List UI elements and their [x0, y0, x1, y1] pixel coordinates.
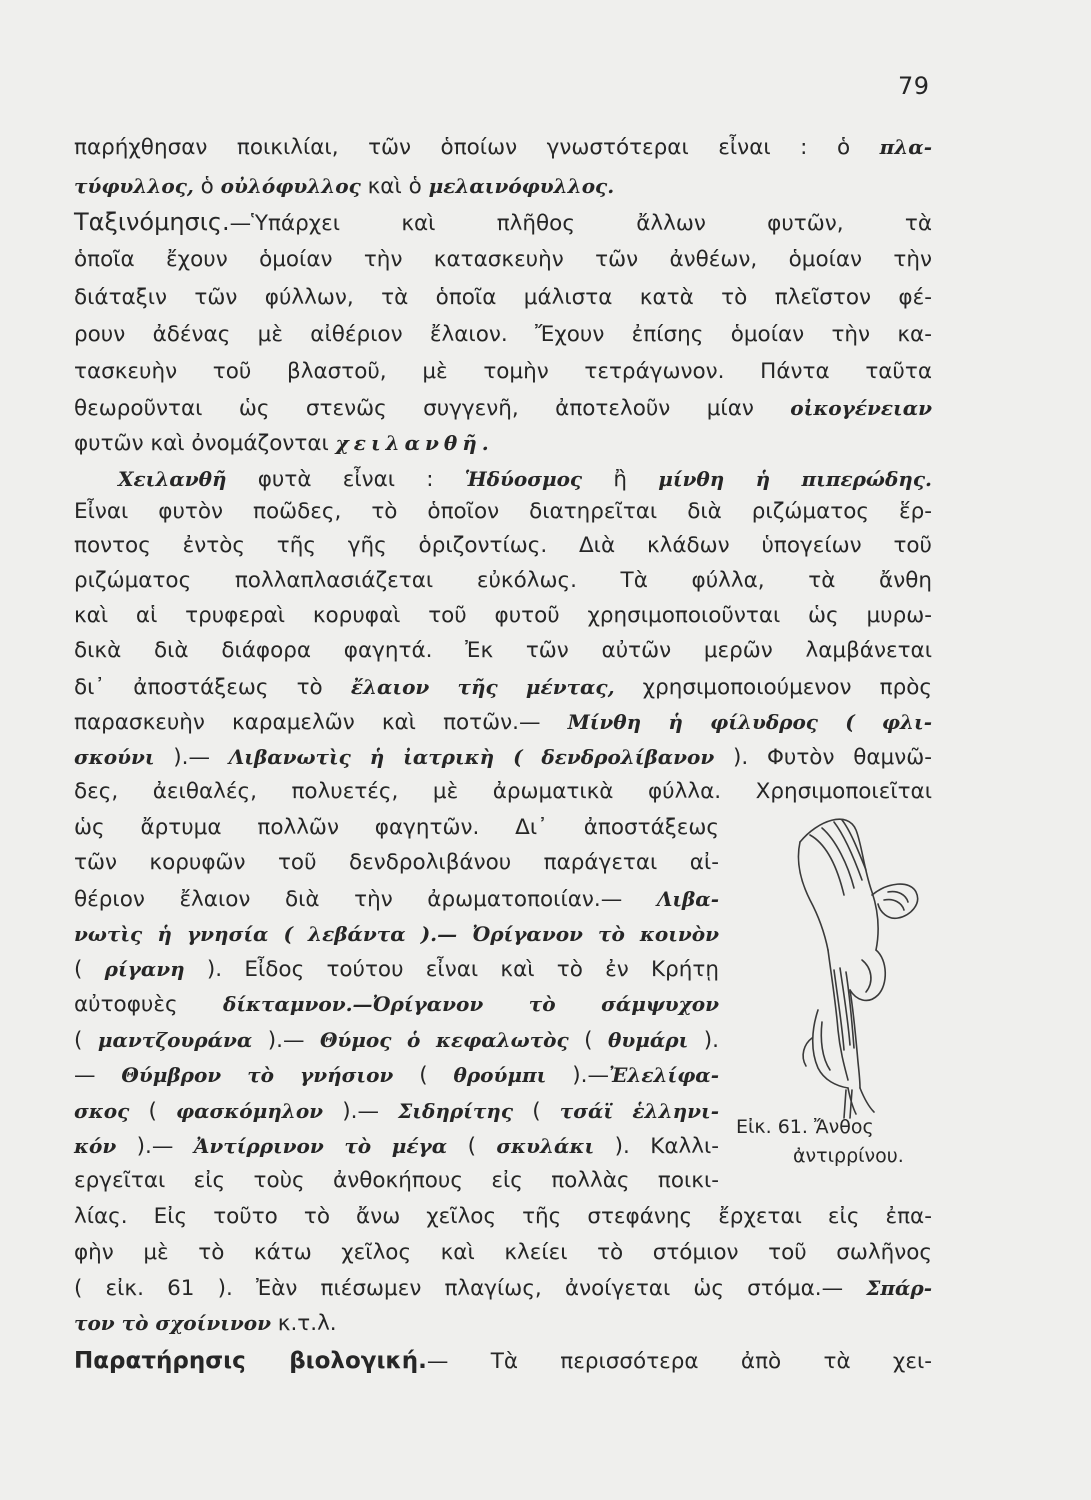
text-line: φὴν μὲ τὸ κάτω χεῖλος καὶ κλείει τὸ στόμιον τοῦ σωλῆνος	[74, 1240, 932, 1265]
text-line: ρουν ἀδένας μὲ αἰθέριον ἔλαιον. Ἔχουν ἐπίσης ὁμοίαν τὴν κα-	[74, 322, 932, 347]
text-line: δι᾽ ἀποστάξεως τὸ ἔλαιον τῆς μέντας, χρησιμοποιούμενον πρὸς	[74, 675, 933, 700]
text-line: δες, ἀειθαλές, πολυετές, μὲ ἀρωματικὰ φύλλα. Χρησιμοποιεῖται	[74, 779, 932, 804]
text-line: λίας. Εἰς τοῦτο τὸ ἄνω χεῖλος τῆς στεφάνης ἔρχεται εἰς ἐπα-	[74, 1204, 932, 1229]
text-line: ριζώματος πολλαπλασιάζεται εὐκόλως. Τὰ φύλλα, τὰ ἄνθη	[74, 568, 932, 593]
text-line: εργεῖται εἰς τοὺς ἀνθοκήπους εἰς πολλὰς ποικι-	[74, 1168, 719, 1193]
section-heading: Ταξινόμησις.	[74, 208, 230, 236]
text-line: νωτὶς ἡ γνησία ( λεβάντα ).— Ὀρίγανον τὸ κοινὸν	[74, 922, 719, 946]
snapdragon-flower-illustration	[738, 800, 938, 1120]
text-line: παρασκευὴν καραμελῶν καὶ ποτῶν.— Μίνθη ἡ φίλυδρος ( φλι-	[74, 710, 932, 735]
text-line: καὶ αἱ τρυφεραὶ κορυφαὶ τοῦ φυτοῦ χρησιμοποιοῦνται ὡς μυρω-	[74, 603, 932, 628]
text-line: ποντος ἐντὸς τῆς γῆς ὁριζοντίως. Διὰ κλάδων ὑπογείων τοῦ	[74, 533, 932, 558]
text-line: κόν ).— Ἀντίρρινον τὸ μέγα ( σκυλάκι ). Καλλι-	[74, 1134, 720, 1159]
text-line: διάταξιν τῶν φύλλων, τὰ ὁποῖα μάλιστα κατὰ τὸ πλεῖστον φέ-	[74, 285, 932, 310]
text-line: ὡς ἄρτυμα πολλῶν φαγητῶν. Δι᾽ ἀποστάξεως	[74, 815, 719, 840]
text-line: ( μαντζουράνα ).— Θύμος ὁ κεφαλωτὸς ( θυμάρι ).	[74, 1028, 719, 1053]
text-line: τον τὸ σχοίνινον κ.τ.λ.	[74, 1311, 337, 1336]
text-line: Παρατήρησις βιολογική.— Τὰ περισσότερα ἀπὸ τὰ χει-	[74, 1348, 933, 1374]
text-line: σκούνι ).— Λιβανωτὶς ἡ ἰατρικὴ ( δενδρολίβανον ). Φυτὸν θαμνῶ-	[74, 745, 932, 770]
text-line: αὐτοφυὲς δίκταμνον.—Ὀρίγανον τὸ σάμψυχον	[74, 992, 719, 1017]
text-line: θέριον ἔλαιον διὰ τὴν ἀρωματοποιίαν.— Λιβα-	[74, 887, 719, 912]
text-line: παρήχθησαν ποικιλίαι, τῶν ὁποίων γνωστότεραι εἶναι : ὁ πλα-	[74, 135, 932, 160]
text-line: ὁποῖα ἔχουν ὁμοίαν τὴν κατασκευὴν τῶν ἀνθέων, ὁμοίαν τὴν	[74, 247, 932, 272]
text-line: τασκευὴν τοῦ βλαστοῦ, μὲ τομὴν τετράγωνον. Πάντα ταῦτα	[74, 359, 932, 384]
text-line: Εἶναι φυτὸν ποῶδες, τὸ ὁποῖον διατηρεῖται διὰ ριζώματος ἕρ-	[74, 499, 932, 524]
text-line: — Θύμβρον τὸ γνήσιον ( θρούμπι ).—Ἐλελίφα-	[74, 1063, 719, 1088]
text-line: ( εἰκ. 61 ). Ἐὰν πιέσωμεν πλαγίως, ἀνοίγεται ὡς στόμα.— Σπάρ-	[74, 1276, 932, 1301]
section-heading: Παρατήρησις βιολογική.	[74, 1348, 427, 1374]
text-line: ( ρίγανη ). Εἶδος τούτου εἶναι καὶ τὸ ἐν Κρήτῃ	[74, 957, 719, 982]
page-number: 79	[898, 72, 930, 100]
text-line: τῶν κορυφῶν τοῦ δενδρολιβάνου παράγεται αἰ-	[74, 850, 719, 875]
text-line: δικὰ διὰ διάφορα φαγητά. Ἐκ τῶν αὐτῶν μερῶν λαμβάνεται	[74, 638, 932, 663]
figure-caption: Εἰκ. 61. Ἄνθος	[736, 1116, 874, 1138]
text-line: θεωροῦνται ὡς στενῶς συγγενῆ, ἀποτελοῦν μίαν οἰκογένειαν	[74, 396, 932, 421]
figure-caption: ἀντιρρίνου.	[793, 1145, 904, 1167]
text-line: τύφυλλος, ὁ οὐλόφυλλος καὶ ὁ μελαινόφυλλος.	[74, 174, 615, 199]
text-line: φυτῶν καὶ ὀνομάζονται χειλανθῆ.	[74, 431, 494, 456]
text-line: Χειλανθῆ φυτὰ εἶναι : Ἡδύοσμος ἢ μίνθη ἡ πιπερώδης.	[118, 467, 932, 492]
text-line: σκος ( φασκόμηλον ).— Σιδηρίτης ( τσάϊ ἑλληνι-	[74, 1099, 719, 1124]
text-line: Ταξινόμησις.—Ὑπάρχει καὶ πλῆθος ἄλλων φυτῶν, τὰ	[74, 208, 932, 236]
